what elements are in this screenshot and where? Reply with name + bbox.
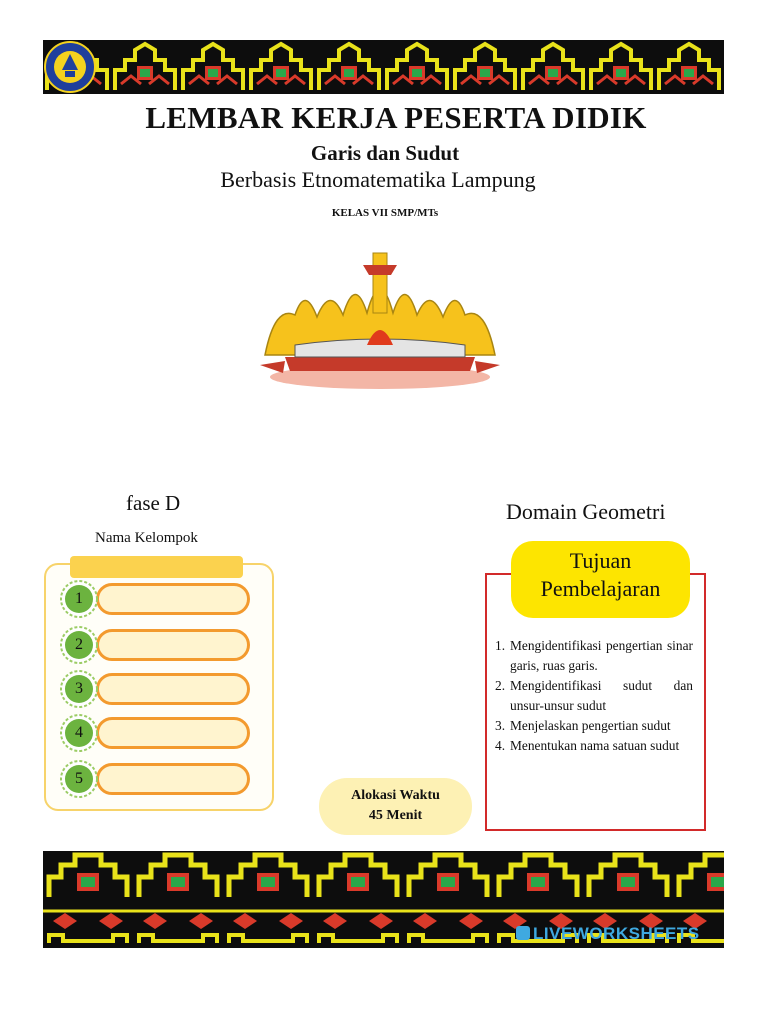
list-item-text: Mengidentifikasi pengertian sinar garis, ruas garis. — [510, 638, 693, 673]
topic-subtitle: Garis dan Sudut — [310, 141, 460, 165]
list-item-number: 3. — [495, 718, 506, 733]
member-row-3 — [60, 673, 256, 705]
member-name-field-2[interactable] — [96, 629, 250, 661]
list-item — [495, 716, 693, 736]
phase-label: fase D — [126, 491, 181, 515]
page-title: LEMBAR KERJA PESERTA DIDIK — [145, 100, 647, 135]
class-label: KELAS VII SMP/MTs — [331, 207, 439, 219]
time-allocation-value: 45 Menit — [368, 808, 423, 823]
group-header-bar — [70, 556, 243, 578]
time-allocation-label: Alokasi Waktu — [351, 788, 440, 803]
list-item — [495, 736, 693, 756]
list-item — [495, 636, 693, 676]
learning-objectives-list — [495, 636, 693, 756]
learning-objectives-header-line2: Pembelajaran — [540, 576, 661, 601]
member-number-2: 2 — [75, 636, 83, 653]
university-seal-icon — [43, 40, 97, 94]
list-item-text: Mengidentifikasi sudut dan unsur-unsur sudut — [510, 678, 693, 713]
siger-crown-illustration — [255, 245, 505, 395]
watermark-text: LIVEWORKSHEETS — [533, 924, 700, 943]
member-number-4: 4 — [75, 724, 83, 741]
time-allocation-badge — [319, 778, 472, 835]
member-number-1: 1 — [75, 590, 83, 607]
learning-objectives-header — [511, 541, 690, 618]
member-row-4 — [60, 717, 256, 749]
member-row-2 — [60, 629, 256, 661]
member-name-field-5[interactable] — [96, 763, 250, 795]
list-item — [495, 676, 693, 716]
liveworksheets-watermark — [516, 924, 700, 944]
top-tapis-border — [43, 40, 724, 94]
list-item-number: 2. — [495, 678, 506, 693]
approach-subtitle: Berbasis Etnomatematika Lampung — [220, 167, 536, 192]
member-number-5: 5 — [75, 770, 83, 787]
member-row-5 — [60, 763, 256, 795]
learning-objectives-header-line1: Tujuan — [569, 548, 632, 573]
domain-label: Domain Geometri — [506, 499, 666, 524]
member-name-field-3[interactable] — [96, 673, 250, 705]
list-item-number: 1. — [495, 638, 506, 653]
member-number-3: 3 — [75, 680, 83, 697]
member-row-1 — [60, 583, 256, 615]
group-name-label: Nama Kelompok — [95, 530, 198, 546]
member-name-field-1[interactable] — [96, 583, 250, 615]
list-item-number: 4. — [495, 738, 506, 753]
list-item-text: Menjelaskan pengertian sudut — [510, 718, 671, 733]
member-name-field-4[interactable] — [96, 717, 250, 749]
liveworksheets-icon — [516, 926, 530, 940]
list-item-text: Menentukan nama satuan sudut — [510, 738, 680, 753]
